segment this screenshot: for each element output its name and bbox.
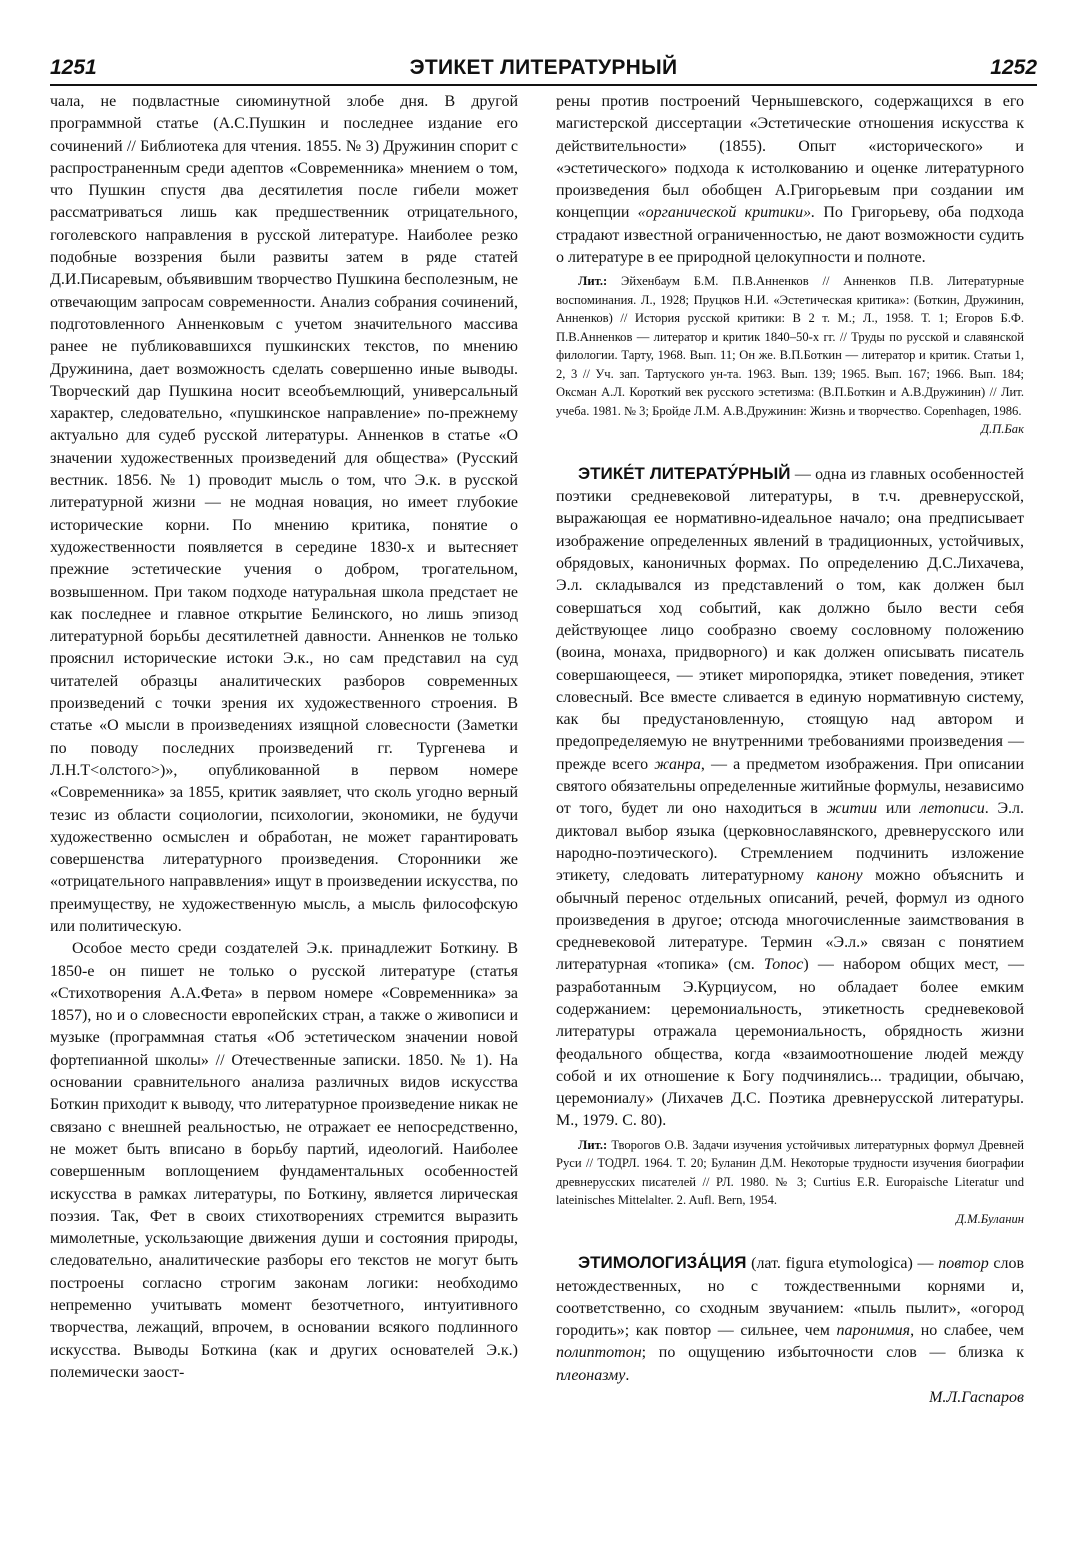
term-link[interactable]: плеоназму	[556, 1366, 626, 1384]
text-span: — одна из главных особенностей поэтики средневековой литературы, в т.ч. древнерусской, выражающая ее нормативно-идеальное начало; она предписывает изображение определенных явлений в традиционных, устойчивых, обрядовых, каноничных формах. По определению Д.С.Лихачева, Э.л. складывался из представлений о том, как должен был совершаться ход событий, как должно было вести себя действующее лицо сообразно своему сословному положению (воина, монаха, придворного) и как должен описывать писатель совершающееся, — этикет миропорядка, этикет поведения, этикет словесный. Все вместе сливается в единую нормативную систему, как бы предустановленную, стоящую над автором и предопределяемую не внутренними требованиями произведения — прежде всего	[556, 465, 1024, 773]
term-link[interactable]: житии	[826, 800, 878, 818]
author-signature: М.Л.Гаспаров	[929, 1389, 1024, 1407]
author-signature: Д.П.Бак	[980, 422, 1024, 437]
paragraph: чала, не подвластные сиюминутной злобе дня. В другой программной статье (А.С.Пушкин и последнее издание его сочинений // Библиотека для чтения. 1855. № 3) Дружинин спорит с распространенным среди адептов «Современника» мнением о том, что Пушкин спустя два десятилетия после гибели может рассматриваться лишь как предшественник отрицательного, гоголевского направления в русской литературе. Наиболее резко подобные воззрения были развиты затем в ряде статей Д.И.Писаревым, объявившим творчество Пушкина бесполезным, не отвечающим запросам современности. Анализ собрания сочинений, подготовленного Анненковым с учетом значительного массива ранее не публиковавшихся пушкинских текстов, по мнению Дружинина, дает возможность сделать совершенно иные выводы. Творческий дар Пушкина носит всеобъемлющий, универсальный характер, следовательно, «пушкинское направление» по-прежнему актуально для судеб русской литературы. Анненков в статье «О значении художественных произведений для общества» (Русский вестник. 1856. № 1) проводит мысль о том, что Э.к. в русской литературной жизни — не модная новация, но имеет глубокие исторические корни. По мнению критика, понятие о художественности появляется в середине 1830-х и вытесняет прежние эстетические учения о добром, трогательном, возвышенном. При таком подходе натуральная школа предстает не как последнее и главное открытие Белинского, но лишь эпизод литературной борьбы десятилетней давности. Анненков не только прояснил исторические истоки Э.к., но сам представил на суд читателей образцы аналитических разборов современных произведений с точки зрения их художественного строения. В статье «О мысли в произведениях изящной словесности (Заметки по поводу последних произведений гг. Тургенева и Л.Н.Т<олстого>)», опубликованной в первом номере «Современника» за 1855, критик заявляет, что сколь угодно верный тезис из области социологии, психологии, экономики, не будучи художественно осмыслен и обработан, не может гарантировать совершенства литературного произведения. Сторонники же «отрицательного направвления» ищут в произведении искусства, по преимуществу, не художественную мысль, а мысль философскую или политическую.	[50, 93, 518, 935]
text-span: ) — набором общих мест, — разработанным Э.Курциусом, но обладает более емким содержанием: церемониальность, этикетность средневековой литературы отражала церемониальность, обрядность жизни феодального общества, когда «взаимоотношение людей между собой и их отношение к Богу подчинялись... традиции, обычаю, церемониалу» (Лихачев Д.С. Поэтика древнерусской литературы. М., 1979. С. 80).	[556, 956, 1024, 1130]
term-link[interactable]: летописи	[919, 800, 985, 818]
right-column	[556, 91, 1024, 1409]
text-span: можно объяснить и обычный перенос отдельных описаний, речей, формул из одного произведения в другое; отсюда многочисленные заимствования в средневековой литературе. Термин «Э.л.» связан с понятием литературная «топика» (см.	[556, 867, 1025, 974]
term-link[interactable]: канону	[816, 867, 863, 885]
text-span: (лат. figura etymologica) —	[746, 1255, 939, 1273]
dictionary-entry	[556, 463, 1024, 1133]
lit-label: Лит.:	[578, 1137, 608, 1152]
page-number-left: 1251	[50, 56, 97, 79]
term-link[interactable]: повтор	[938, 1255, 989, 1273]
lit-text: Эйхенбаум Б.М. П.В.Анненков // Анненков П.В. Литературные воспоминания. Л., 1928; Пруцков Н.И. «Эстетическая критика»: (Боткин, Дружинин, Анненков) // История русской критики: В 2 т. М.; Л., 1958. Т. 1; Егоров Б.Ф. П.В.Анненков — литератор и критик 1840–50-х гг. // Труды по русской и славянской филологии. Тарту, 1968. Вып. 11; Он же. В.П.Боткин — литератор и критик. Статьи 1, 2, 3 // Уч. зап. Тартуского ун-та. 1963. Вып. 139; 1965. Вып. 167; 1966. Вып. 184; Оксман А.Л. Короткий век русского эстетизма: (В.П.Боткин и А.В.Дружинин) // Лит. учеба. 1981. № 3; Бройде Л.М. А.В.Дружинин: Жизнь и творчество. Copenhagen, 1986.	[556, 274, 1024, 418]
term-link[interactable]: полиптотон	[556, 1344, 642, 1362]
running-title: ЭТИКЕТ ЛИТЕРАТУРНЫЙ	[409, 56, 678, 79]
text-span: , но слабее, чем	[910, 1322, 1025, 1340]
lit-label: Лит.:	[578, 274, 608, 289]
term-link[interactable]: жанра	[654, 755, 701, 773]
text-span: рены против построений Чернышевского, содержащихся в его магистерской диссертации «Эстетические отношения искусства к действительности» (1855). Опыт «исторического» и «эстетического» подхода к истолкованию и оценке литературного произведения был обобщен А.Григорьевым при создании им концепции	[556, 93, 1024, 222]
term-link[interactable]: «органической критики».	[637, 204, 816, 222]
entry-headword: ЭТИМОЛОГИЗА́ЦИЯ	[578, 1253, 747, 1273]
term-link[interactable]: Топос	[763, 956, 804, 974]
paragraph: Особое место среди создателей Э.к. принадлежит Боткину. В 1850-е он пишет не только о русской литературе (статья «Стихотворения А.А.Фета» в первом номере «Современника» за 1857), но и о словесности европейских стран, а также о живописи и музыке (программная статья «Об эстетическом значении новой фортепианной школы» // Отечественные записки. 1850. № 1). На основании сравнительного анализа различных видов искусства Боткин приходит к выводу, что литературное произведение никак не связано с внешней реальностью, не отражает ее непосредственно, не может быть вписано в борьбу партий, идеологий. Наиболее совершенным воплощением фундаментальных особенностей искусства в рамках литературы, по Боткину, является лирическая поэзия. Так, Фет в своих стихотворениях стремится выразить мимолетные, ускользающие движения души и состояния природы, следовательно, аналитические разборы его текстов не могут быть построены согласно строгим законам логики: необходимо непременно учитывать момент безотчетного, интуитивного творчества, лежащий, впрочем, в основании всякого подлинного искусства. Выводы Боткина (как и других основателей Э.к.) полемически заост-	[50, 940, 518, 1381]
dictionary-entry	[556, 1252, 1024, 1409]
text-span: . Э.л. диктовал выбор языка (церковнославянского, древнерусского или народно-поэтического). Стремлением подчинить изложение этикету, следовать литературному	[556, 800, 1025, 885]
page-number-right: 1252	[990, 56, 1037, 79]
paragraph	[556, 91, 1024, 269]
left-column	[50, 91, 518, 1384]
text-span: слов нетождественных, но с тождественными корнями и, соответственно, со сходным звучанием: «пыль пылит», «огород городить»; как повтор — сильнее, чем	[556, 1255, 1025, 1340]
text-span: По Григорьеву, оба подхода страдают известной ограниченностью, не дают возможности судить о литературе в ее природной целокупности и полноте.	[556, 204, 1025, 267]
text-span: или	[877, 800, 920, 818]
bibliography	[556, 272, 1024, 439]
term-link[interactable]: паронимия	[836, 1322, 911, 1340]
lit-text: Творогов О.В. Задачи изучения устойчивых литературных формул Древней Руси // ТОДРЛ. 1964. Т. 20; Буланин Д.М. Некоторые трудности изучения биографии древнерусских писателей // РЛ. 1980. № 3; Curtius E.R. Europaische Literatur und lateinisches Mittelalter. 2. Aufl. Bern, 1954.	[556, 1137, 1024, 1208]
text-span: ; по ощущению избыточности слов — близка к	[641, 1344, 1024, 1362]
text-span: , — а предметом изображения. При описании святого обязательны определенные житийные формулы, независимо от того, будет ли оно находиться в	[556, 755, 1025, 818]
author-signature: Д.М.Буланин	[955, 1211, 1024, 1226]
text-span: .	[625, 1366, 630, 1384]
entry-headword: ЭТИКЕ́Т ЛИТЕРАТУ́РНЫЙ	[578, 463, 791, 483]
bibliography	[556, 1136, 1024, 1229]
page-header	[50, 50, 1037, 86]
